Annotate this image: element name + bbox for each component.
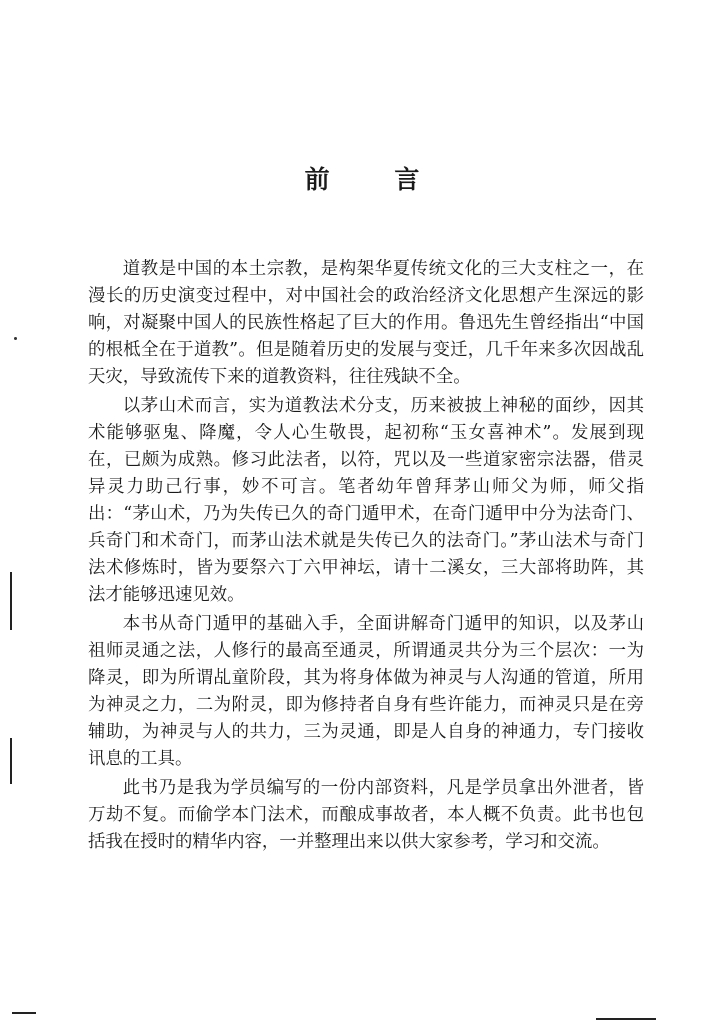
paragraph: 本书从奇门遁甲的基础入手，全面讲解奇门遁甲的知识，以及茅山祖师灵通之法，人修行的最高至通灵，所谓通灵共分为三个层次：一为降灵，即为所谓乩童阶段，其为将身体做为神灵与人沟通的管道，所用为神灵之力，二为附灵，即为修持者自身有些许能力，而神灵只是在旁辅助，为神灵与人的共力，三为灵通，即是人自身的神通力，专门接收讯息的工具。	[88, 614, 644, 769]
scan-speck	[14, 337, 17, 340]
paragraph: 以茅山术而言，实为道教法术分支，历来被披上神秘的面纱，因其术能够驱鬼、降魔，令人心生敬畏，起初称“玉女喜神术”。发展到现在，已颇为成熟。修习此法者，以符，咒以及一些道家密宗法器，借灵异灵力助己行事，妙不可言。笔者幼年曾拜茅山师父为师，师父指出：“茅山术，乃为失传已久的奇门遁甲术，在奇门遁甲中分为法奇门、兵奇门和术奇门，而茅山法术就是失传已久的法奇门。”茅山法术与奇门法术修炼时，皆为要祭六丁六甲神坛，请十二溪女，三大部将助阵，其法才能够迅速见效。	[88, 396, 644, 605]
margin-mark	[10, 572, 12, 630]
preface-body	[88, 256, 644, 856]
paragraph: 此书乃是我为学员编写的一份内部资料，凡是学员拿出外泄者，皆万劫不复。而偷学本门法术，而酿成事故者，本人概不负责。此书也包括我在授时的精华内容，一并整理出来以供大家参考，学习和交流。	[88, 778, 644, 852]
margin-mark	[10, 738, 12, 784]
margin-mark	[12, 1012, 36, 1014]
paragraph: 道教是中国的本土宗教，是构架华夏传统文化的三大支柱之一，在漫长的历史演变过程中，对中国社会的政治经济文化思想产生深远的影响，对凝聚中国人的民族性格起了巨大的作用。鲁迅先生曾经指出“中国的根柢全在于道教”。但是随着历史的发展与变迁，几千年来多次因战乱天灾，导致流传下来的道教资料，往往残缺不全。	[88, 259, 644, 387]
page-title: 前 言	[304, 165, 448, 194]
margin-mark	[596, 1018, 656, 1020]
